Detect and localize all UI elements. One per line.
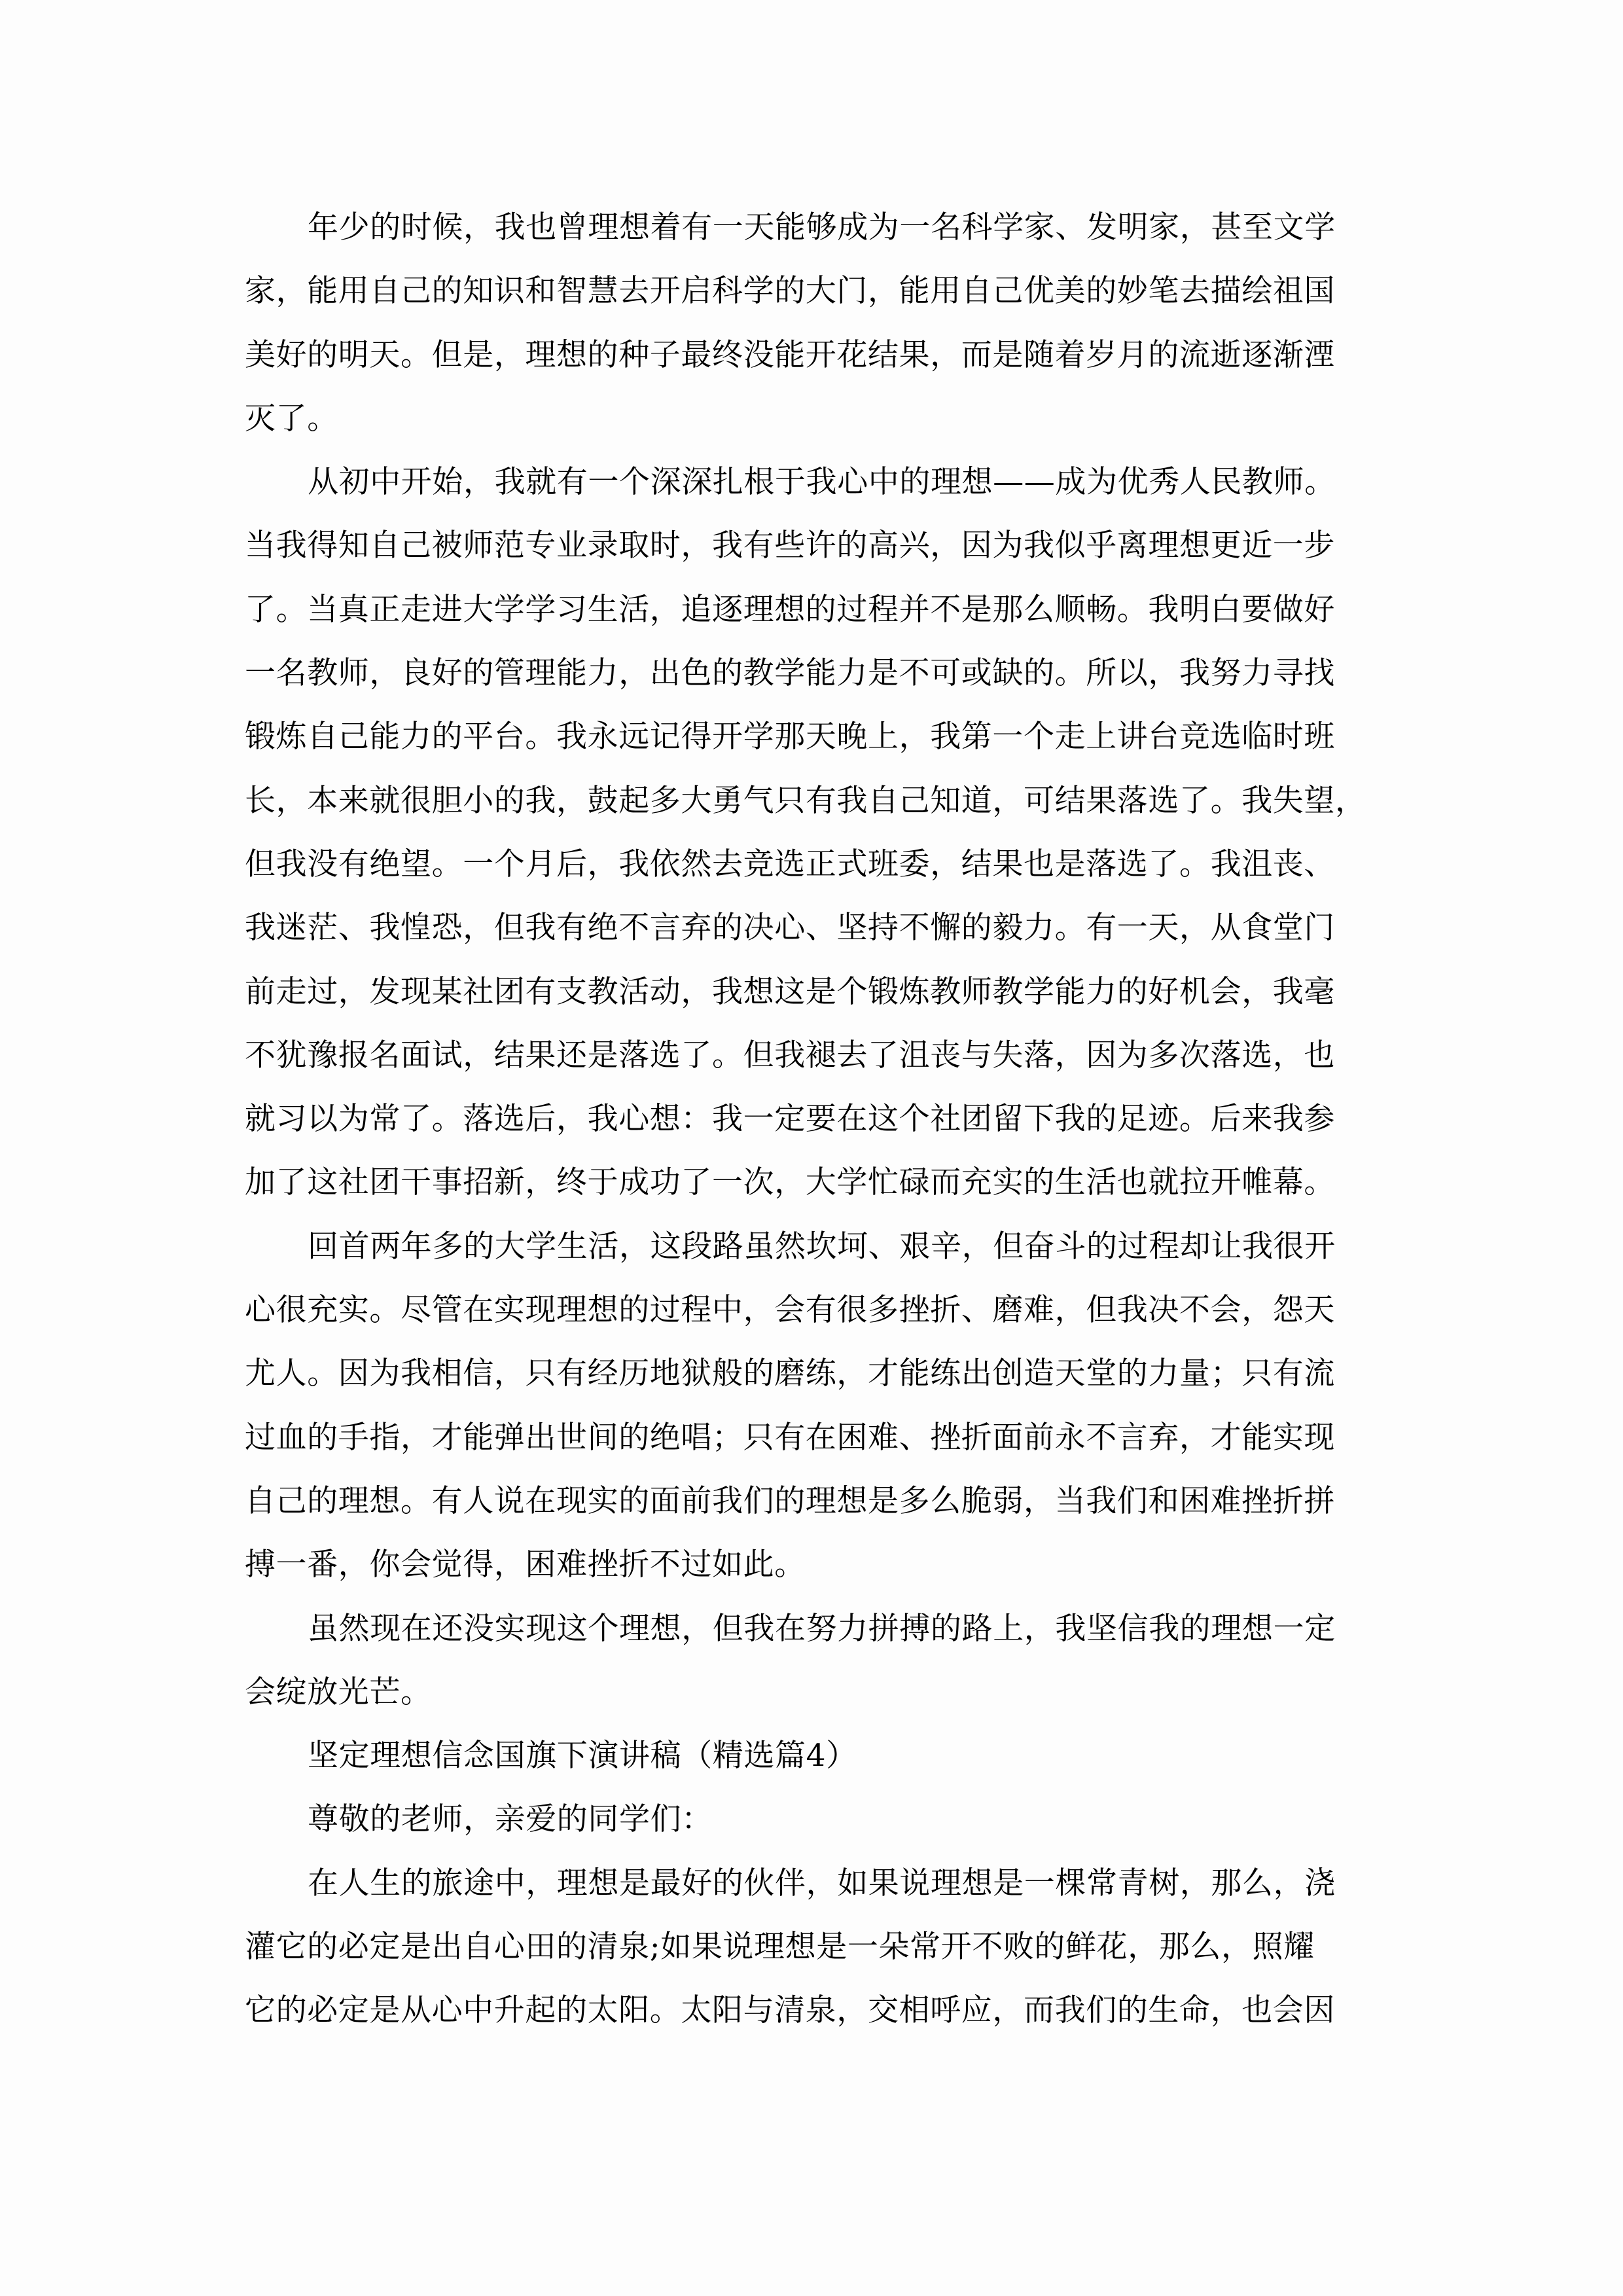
text-line: 从初中开始，我就有一个深深扎根于我心中的理想——成为优秀人民教师。: [308, 464, 1336, 501]
paragraph-looking-back: [245, 1227, 1378, 1609]
text-line: 但我没有绝望。一个月后，我依然去竞选正式班委，结果也是落选了。我沮丧、: [245, 846, 1335, 882]
text-line: 过血的手指，才能弹出世间的绝唱；只有在困难、挫折面前永不言弃，才能实现: [245, 1419, 1335, 1456]
section-heading: [245, 1736, 1378, 1800]
text-line: 不犹豫报名面试，结果还是落选了。但我褪去了沮丧与失落，因为多次落选，也: [245, 1037, 1335, 1073]
text-line: 了。当真正走进大学学习生活，追逐理想的过程并不是那么顺畅。我明白要做好: [245, 591, 1335, 628]
text-line: 在人生的旅途中，理想是最好的伙伴，如果说理想是一棵常青树，那么，浇: [308, 1865, 1336, 1901]
text-line: 加了这社团干事招新，终于成功了一次，大学忙碌而充实的生活也就拉开帷幕。: [245, 1164, 1335, 1201]
text-line: 灭了。: [245, 400, 338, 437]
text-line: 心很充实。尽管在实现理想的过程中，会有很多挫折、磨难，但我决不会，怨天: [245, 1292, 1335, 1329]
paragraph-conviction: [245, 1609, 1378, 1737]
text-line: 搏一番，你会觉得，困难挫折不过如此。: [245, 1547, 806, 1583]
text-line: 灌它的必定是出自心田的清泉;如果说理想是一朵常开不败的鲜花，那么，照耀: [245, 1929, 1315, 1965]
text-line: 美好的明天。但是，理想的种子最终没能开花结果，而是随着岁月的流逝逐渐湮: [245, 336, 1335, 373]
text-line: 一名教师，良好的管理能力，出色的教学能力是不可或缺的。所以，我努力寻找: [245, 655, 1335, 692]
text-line: 长，本来就很胆小的我，鼓起多大勇气只有我自己知道，可结果落选了。我失望，: [245, 782, 1366, 819]
section-title: 坚定理想信念国旗下演讲稿（精选篇4）: [308, 1738, 857, 1774]
paragraph-teacher-ideal: [245, 463, 1378, 1227]
text-line: 回首两年多的大学生活，这段路虽然坎坷、艰辛，但奋斗的过程却让我很开: [308, 1228, 1336, 1265]
text-line: 家，能用自己的知识和智慧去开启科学的大门，能用自己优美的妙笔去描绘祖国: [245, 273, 1335, 310]
text-line: 就习以为常了。落选后，我心想：我一定要在这个社团留下我的足迹。后来我参: [245, 1101, 1335, 1138]
text-line: 它的必定是从心中升起的太阳。太阳与清泉，交相呼应，而我们的生命，也会因: [245, 1992, 1335, 2029]
text-line: 会绽放光芒。: [245, 1674, 432, 1710]
text-line: 锻炼自己能力的平台。我永远记得开学那天晚上，我第一个走上讲台竞选临时班: [245, 719, 1335, 755]
salutation-text: 尊敬的老师，亲爱的同学们：: [308, 1801, 713, 1838]
paragraph-childhood-dreams: [245, 208, 1378, 463]
text-line: 虽然现在还没实现这个理想，但我在努力拼搏的路上，我坚信我的理想一定: [308, 1610, 1336, 1647]
text-line: 前走过，发现某社团有支教活动，我想这是个锻炼教师教学能力的好机会，我毫: [245, 973, 1335, 1010]
text-line: 自己的理想。有人说在现实的面前我们的理想是多么脆弱，当我们和困难挫折拼: [245, 1482, 1335, 1519]
text-line: 我迷茫、我惶恐，但我有绝不言弃的决心、坚持不懈的毅力。有一天，从食堂门: [245, 910, 1335, 946]
paragraph-life-journey: [245, 1864, 1378, 2055]
document-page: [245, 208, 1378, 2055]
text-line: 年少的时候，我也曾理想着有一天能够成为一名科学家、发明家，甚至文学: [308, 209, 1336, 245]
text-line: 尤人。因为我相信，只有经历地狱般的磨练，才能练出创造天堂的力量；只有流: [245, 1355, 1335, 1392]
text-line: 当我得知自己被师范专业录取时，我有些许的高兴，因为我似乎离理想更近一步: [245, 528, 1335, 564]
salutation: [245, 1800, 1378, 1863]
